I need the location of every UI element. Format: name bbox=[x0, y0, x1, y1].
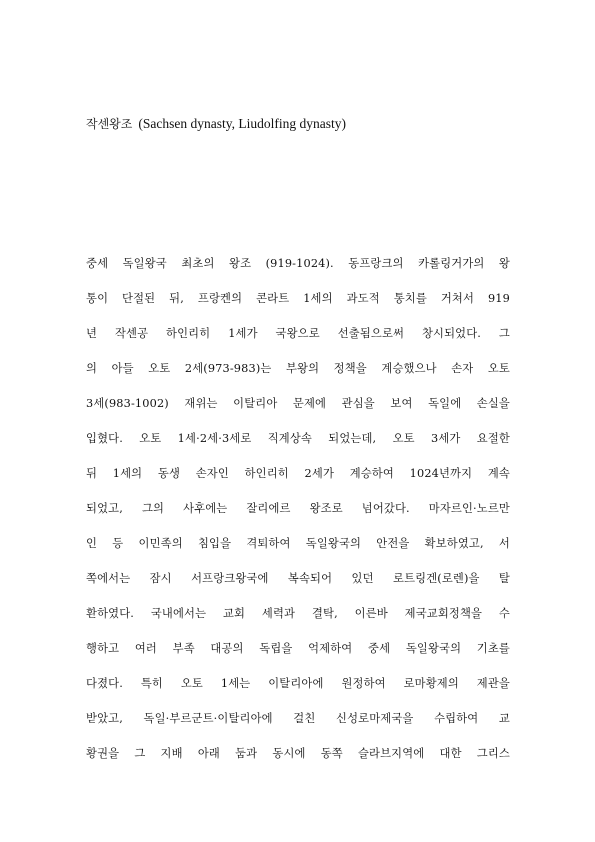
text-line: 중세 독일왕국 최초의 왕조 (919-1024). 동프랑크의 카롤링거가의 왕 bbox=[86, 257, 510, 270]
document-title bbox=[86, 115, 526, 133]
text-line: 되었고, 그의 사후에는 잘리에르 왕조로 넘어갔다. 마자르인·노르만 bbox=[86, 502, 510, 515]
text-line: 황권을 그 지배 아래 둠과 동시에 동쪽 슬라브지역에 대한 그리스 bbox=[86, 747, 510, 760]
text-line: 인 등 이민족의 침입을 격퇴하여 독일왕국의 안전을 확보하였고, 서 bbox=[86, 537, 510, 550]
text-line: 받았고, 독일·부르군트·이탈리아에 걸친 신성로마제국을 수립하여 교 bbox=[86, 712, 510, 725]
text-line: 환하였다. 국내에서는 교회 세력과 결탁, 이른바 제국교회정책을 수 bbox=[86, 607, 510, 620]
body-paragraph bbox=[86, 254, 510, 779]
text-line: 3세(983-1002) 재위는 이탈리아 문제에 관심을 보여 독일에 손실을 bbox=[86, 397, 510, 410]
text-line: 통이 단절된 뒤, 프랑켄의 콘라트 1세의 과도적 통치를 거쳐서 919 bbox=[86, 292, 510, 305]
text-line: 행하고 여러 부족 대공의 독립을 억제하여 중세 독일왕국의 기초를 bbox=[86, 642, 510, 655]
text-line: 뒤 1세의 동생 손자인 하인리히 2세가 계승하여 1024년까지 계속 bbox=[86, 467, 510, 480]
text-line: 의 아들 오토 2세(973-983)는 부왕의 정책을 계승했으나 손자 오토 bbox=[86, 362, 510, 375]
text-line: 입혔다. 오토 1세·2세·3세로 직계상속 되었는데, 오토 3세가 요절한 bbox=[86, 432, 510, 445]
title-korean: 작센왕조 bbox=[86, 117, 133, 131]
title-latin: (Sachsen dynasty, Liudolfing dynasty) bbox=[138, 116, 346, 131]
text-line: 쪽에서는 잠시 서프랑크왕국에 복속되어 있던 로트링겐(로렌)을 탈 bbox=[86, 572, 510, 585]
text-line: 년 작센공 하인리히 1세가 국왕으로 선출됨으로써 창시되었다. 그 bbox=[86, 327, 510, 340]
text-line: 다졌다. 특히 오토 1세는 이탈리아에 원정하여 로마황제의 제관을 bbox=[86, 677, 510, 690]
